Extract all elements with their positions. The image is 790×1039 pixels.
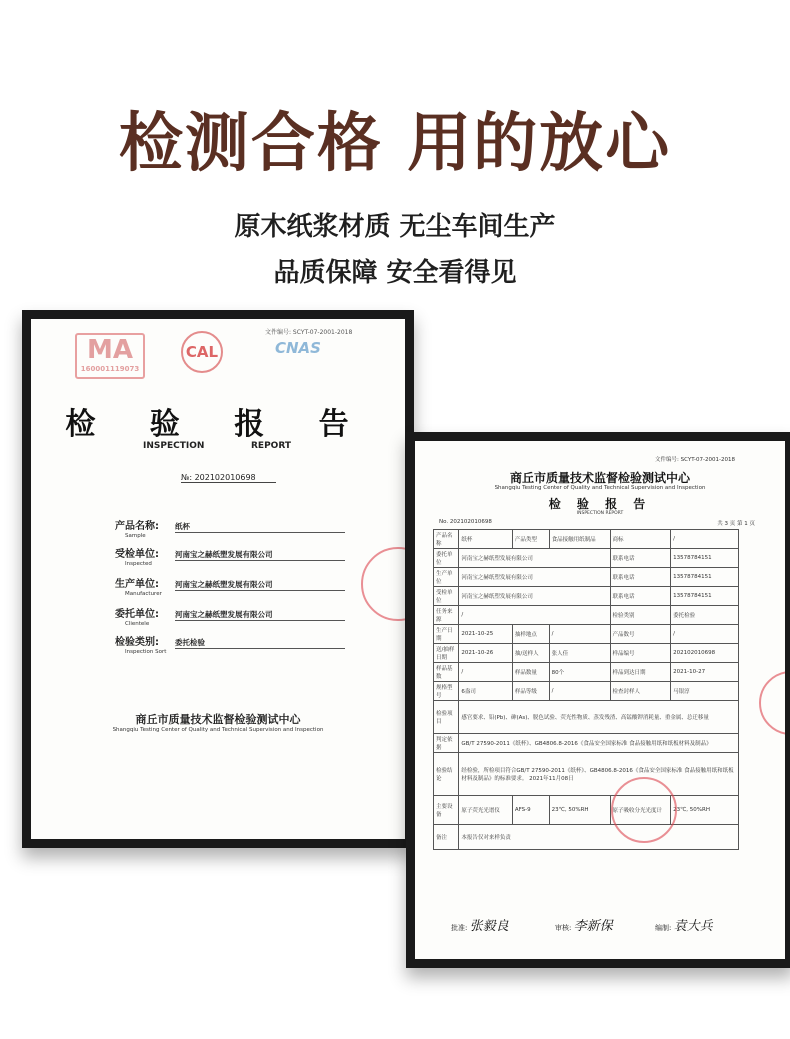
ma-seal-icon: MA 160001119073 <box>75 333 145 379</box>
report-number: №: 2021020106​98 <box>181 473 276 483</box>
preparer-signature: 编制: 袁大兵 <box>655 919 713 934</box>
red-stamp-icon <box>361 547 405 621</box>
certificate-cover <box>31 319 405 839</box>
field-inspected: 受检单位: 河南宝之赫纸塑发展有限公司 Inspected <box>115 545 365 567</box>
certificate-frame-detail <box>406 432 790 968</box>
file-number: 文件编号: SCYT-07-2001-2018 <box>655 457 735 463</box>
headline: 检测合格 用的放心 <box>118 107 672 181</box>
table-row: 生产日期 2021-10-25 抽样地点 / 产品数号 / <box>434 625 739 644</box>
testing-center-name-en: Shangqiu Testing Center of Quality and Technical Supervision and Inspection <box>494 485 706 491</box>
field-sample: 产品名称: 纸杯 Sample <box>115 517 365 539</box>
table-row: 规格型号 6盎司 样品等级 / 检查封样人 马银淳 <box>434 682 739 701</box>
report-title: 检 验 报 告 <box>548 497 652 511</box>
certificate-frame-cover <box>22 310 414 848</box>
table-row: 备注 本报告仅对来样负责 <box>434 825 739 850</box>
testing-center-name: 商丘市质量技术监督检验测试中心 <box>135 713 301 726</box>
certificate-detail <box>415 441 785 959</box>
report-table <box>433 529 739 850</box>
testing-center-name-en: Shangqiu Testing Center of Quality and Technical Supervision and Inspection <box>112 727 324 733</box>
field-clientele: 委托单位: 河南宝之赫纸塑发展有限公司 Clientele <box>115 605 365 627</box>
page-indicator: 共 3 页 第 1 页 <box>717 521 755 527</box>
table-row: 检验结论 经检验，所检项目符合GB/T 27590-2011《纸杯》、GB4806.8-2016《食品安全国家标准 食品接触用纸和纸板材料及制品》的标准要求。 2021年11月08日 <box>434 753 739 796</box>
file-number: 文件编号: SCYT-07-2001-2018 <box>265 329 353 336</box>
reviewer-signature: 审核: 李新保 <box>555 919 613 934</box>
field-manufacturer: 生产单位: 河南宝之赫纸塑发展有限公司 Manufacturer <box>115 575 365 597</box>
testing-center-name: 商丘市质量技术监督检验测试中心 <box>509 471 690 485</box>
table-row: 任务来源 / 检验类别 委托检验 <box>434 606 739 625</box>
report-title-en: INSPECTION REPORT <box>576 511 624 516</box>
report-title: 检 验 报 告 <box>65 407 371 442</box>
red-stamp-icon <box>611 777 677 843</box>
subheadline-2: 品质保障 安全看得见 <box>273 258 517 288</box>
table-row: 主要设备 原子荧光光谱仪 AFS-9 23℃, 50%RH 原子吸收分光光度计 23℃, 50%RH <box>434 796 739 825</box>
red-stamp-icon <box>759 671 785 735</box>
cal-seal-icon: CAL <box>181 331 223 373</box>
table-row: 送/抽样日期 2021-10-26 抽/送样人 张人佳 样品编号 202102010698 <box>434 644 739 663</box>
table-row: 样品基数 / 样品数量 80个 样品到达日期 2021-10-27 <box>434 663 739 682</box>
table-row: 检验项目 感官要求、铅(Pb)、砷(As)、脱色试验、荧光性物质、蒸发残渣、高锰酸钾消耗量、重金属、总迁移量 <box>434 701 739 734</box>
subheadline-1: 原木纸浆材质 无尘车间生产 <box>234 212 556 242</box>
table-row: 生产单位 河南宝之赫纸塑发展有限公司 联系电话 13578784151 <box>434 568 739 587</box>
report-title-en-left: INSPECTION <box>143 441 205 451</box>
field-inspection-sort: 检验类别: 委托检验 Inspection Sort <box>115 633 365 655</box>
table-row: 产品名称 纸杯 产品类型 食品接触用纸制品 商标 / <box>434 530 739 549</box>
report-title-en-right: REPORT <box>251 441 291 451</box>
table-row: 受检单位 河南宝之赫纸塑发展有限公司 联系电话 13578784151 <box>434 587 739 606</box>
approver-signature: 批准: 张毅良 <box>451 919 509 934</box>
table-row: 判定依据 GB/T 27590-2011《纸杯》、GB4806.8-2016《食品安全国家标准 食品接触用纸和纸板材料及制品》 <box>434 734 739 753</box>
report-number: No. 2021020106​98 <box>439 519 492 525</box>
cnas-logo-icon: CNAS <box>275 339 321 357</box>
table-row: 委托单位 河南宝之赫纸塑发展有限公司 联系电话 13578784151 <box>434 549 739 568</box>
